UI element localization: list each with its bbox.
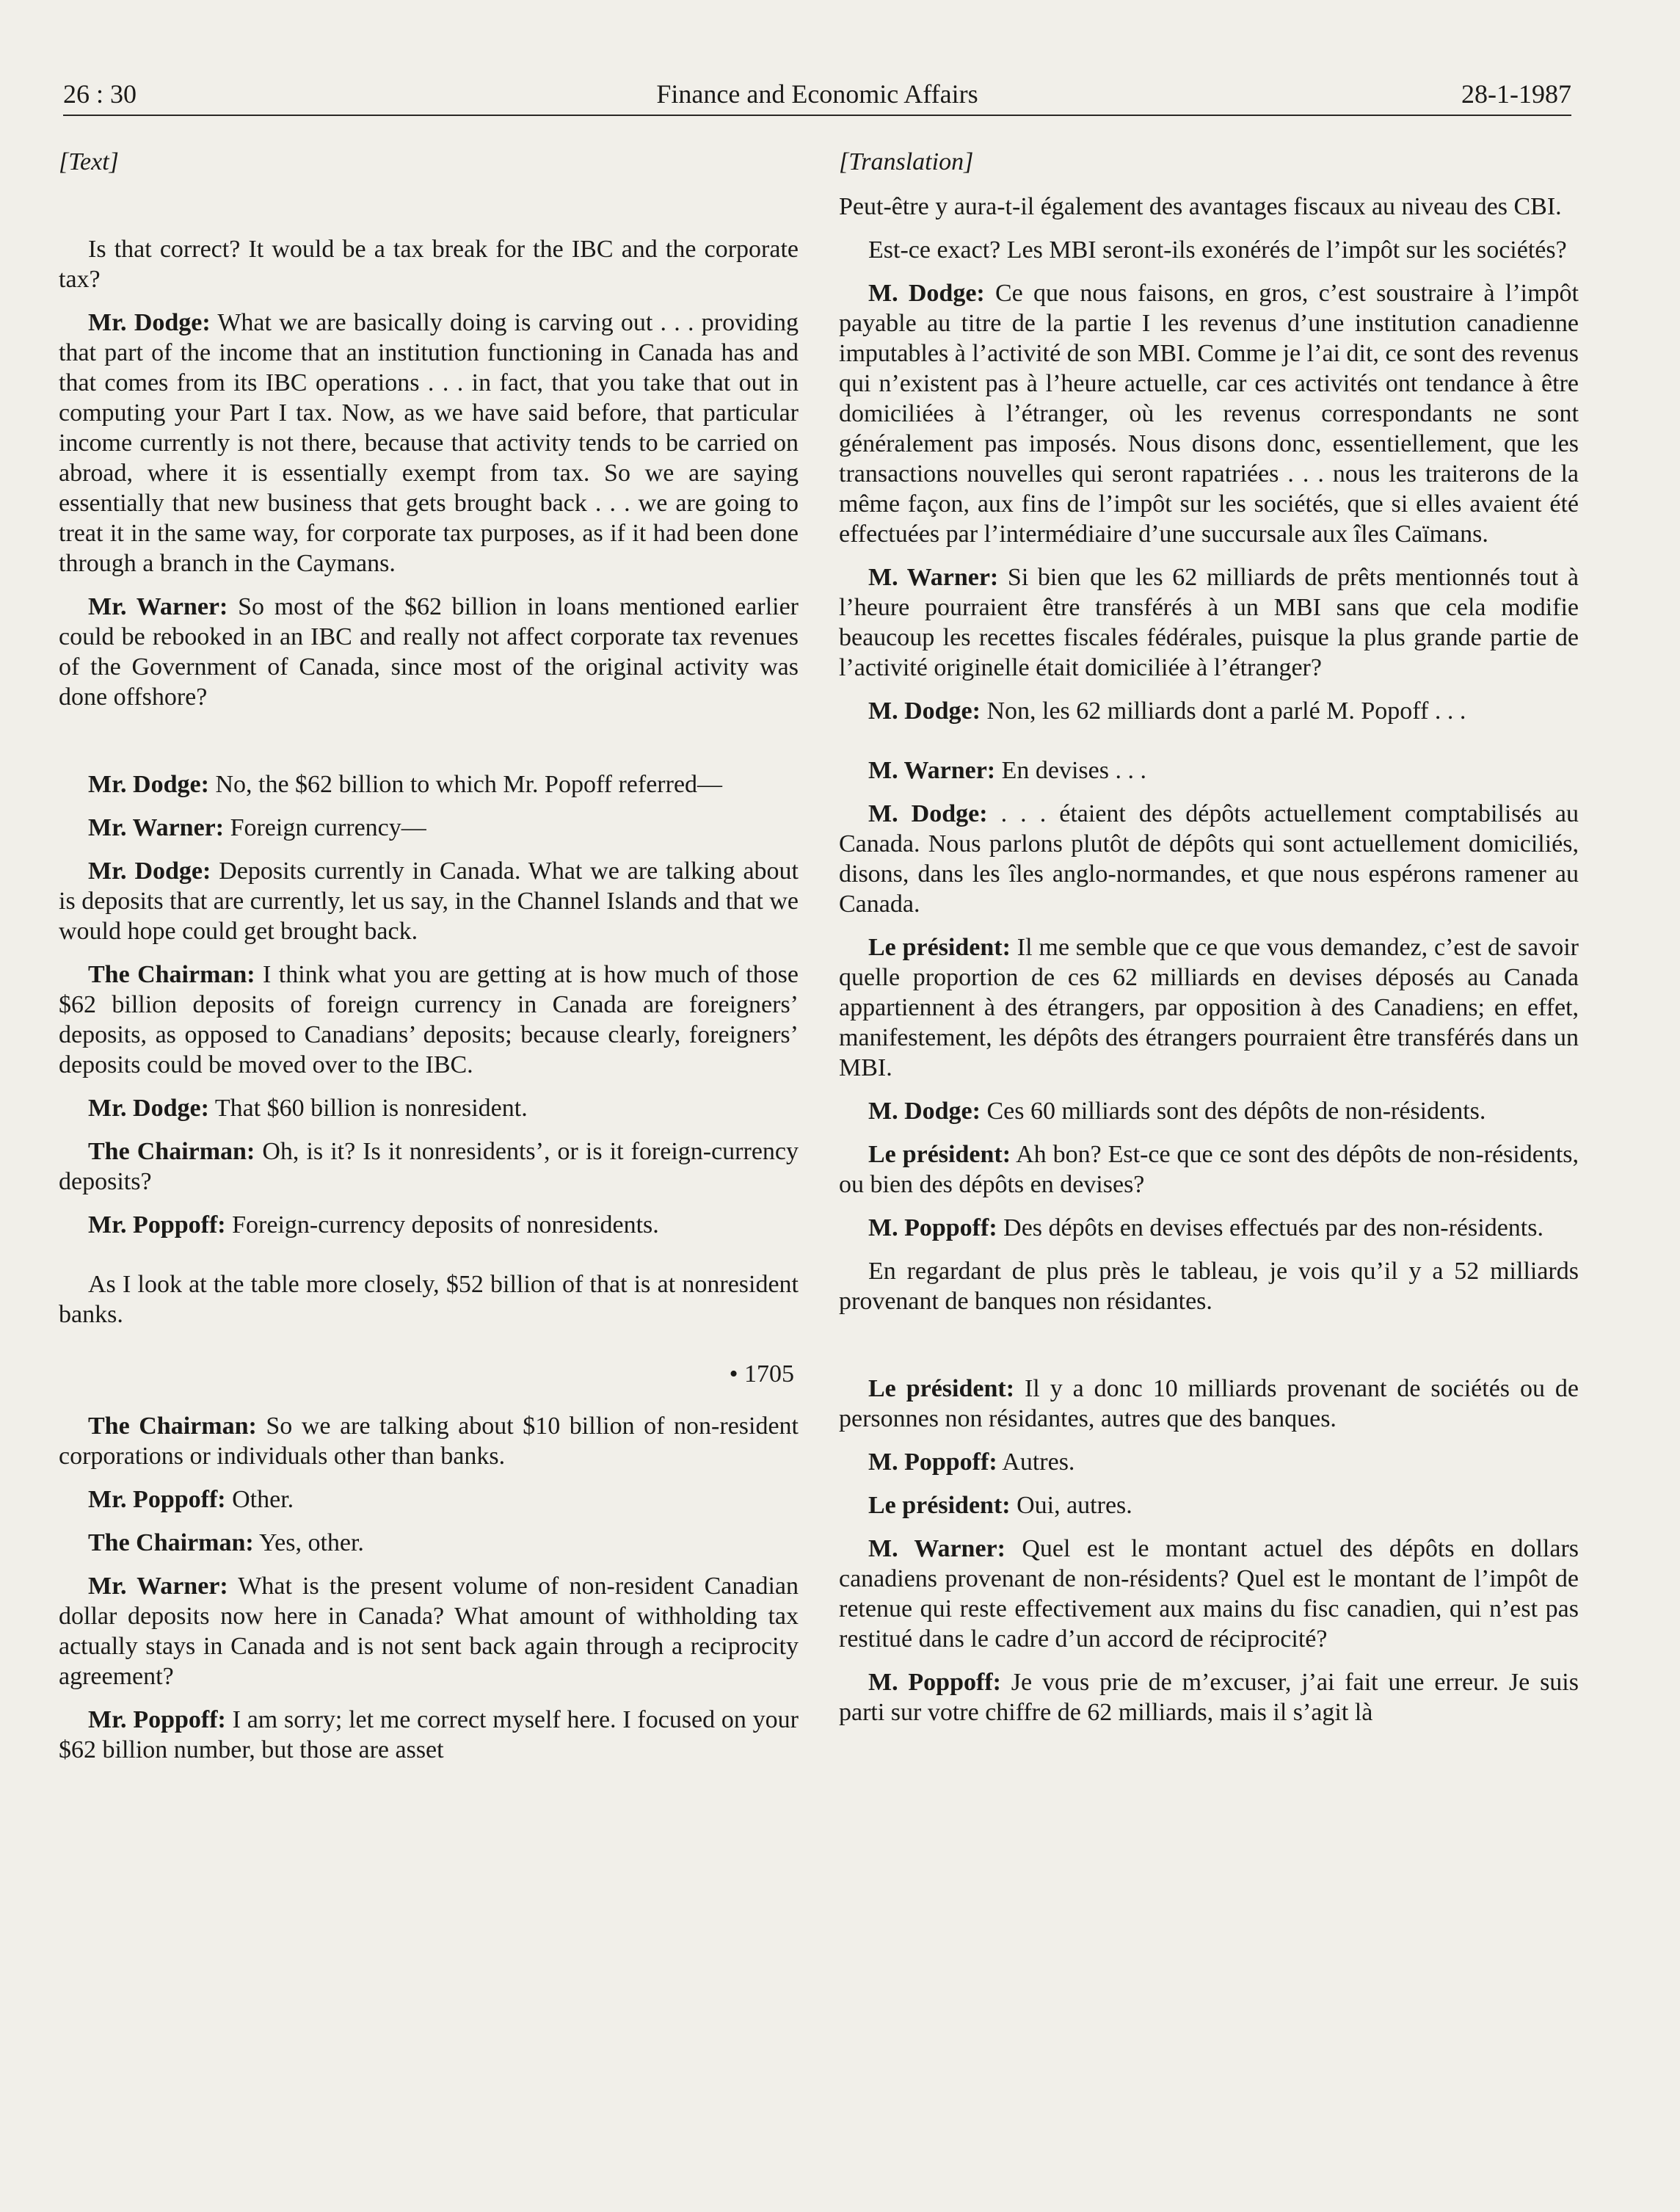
paragraph [59, 592, 799, 712]
paragraph [59, 234, 799, 294]
paragraph [839, 278, 1579, 549]
paragraph [59, 813, 799, 843]
paragraph-text: No, the $62 billion to which Mr. Popoff referred— [208, 771, 723, 798]
speaker-name: The Chairman: [88, 1138, 255, 1165]
paragraph-text: Is that correct? It would be a tax break for the IBC and the corporate tax? [59, 236, 799, 293]
french-column [839, 147, 1579, 1741]
paragraph-text: Deposits currently in Canada. What we are talking about is deposits that are currently, let us say, in the Channel Islands and that we would hope could get brought back. [59, 857, 799, 945]
speaker-name: Mr. Dodge: [88, 857, 211, 885]
speaker-name: Mr. Dodge: [88, 771, 209, 798]
paragraph [59, 856, 799, 946]
paragraph [59, 1093, 799, 1123]
paragraph [839, 1447, 1579, 1477]
paragraph [839, 1534, 1579, 1654]
speaker-name: M. Warner: [868, 757, 996, 784]
speaker-name: Le président: [868, 934, 1011, 961]
speaker-name: Mr. Dodge: [88, 309, 211, 336]
paragraph-text: En devises . . . [995, 757, 1146, 784]
paragraph [59, 1571, 799, 1691]
paragraph [59, 1705, 799, 1765]
paragraph [839, 1139, 1579, 1200]
paragraph [839, 1490, 1579, 1520]
paragraph-text: That $60 billion is nonresident. [208, 1095, 528, 1122]
paragraph-text: I think what you are getting at is how much of those $62 billion deposits of foreign currency in Canada are foreigners’ deposits, as opposed to Canadians’ deposits; because clearly, foreigners’ deposits could be moved over to the IBC. [59, 961, 799, 1078]
paragraph [839, 192, 1579, 222]
paragraph-text: What is the present volume of non-resident Canadian dollar deposits now here in Canada? What amount of withholding tax actually stays in Canada and is not sent back again through a reciprocity agreement? [59, 1573, 799, 1690]
paragraph-text: Oh, is it? Is it nonresidents’, or is it foreign-currency deposits? [59, 1138, 799, 1195]
speaker-name: Mr. Poppoff: [88, 1486, 226, 1513]
speaker-name: M. Dodge: [868, 800, 988, 827]
speaker-name: Mr. Poppoff: [88, 1211, 226, 1239]
paragraph [59, 769, 799, 799]
paragraph [59, 1411, 799, 1471]
speaker-name: The Chairman: [88, 1413, 257, 1440]
paragraph [839, 562, 1579, 683]
paragraph-text: Other. [225, 1486, 294, 1513]
running-header [63, 73, 1571, 115]
speaker-name: M. Poppoff: [868, 1214, 997, 1241]
page-number: 26 : 30 [63, 79, 137, 109]
time-marker: • 1705 [729, 1360, 794, 1388]
speaker-name: Le président: [868, 1375, 1015, 1402]
paragraph [839, 1256, 1579, 1316]
speaker-name: M. Poppoff: [868, 1669, 1001, 1696]
paragraph-text: So most of the $62 billion in loans mentioned earlier could be rebooked in an IBC and really not affect corporate tax revenues of the Government of Canada, since most of the original activity was done offshore? [59, 593, 799, 711]
paragraph-text: Si bien que les 62 milliards de prêts mentionnés tout à l’heure pourraient être transférés à un MBI sans que cela modifie beaucoup les recettes fiscales fédérales, puisque la plus grande partie de l’activité originelle était domiciliée à l’étranger? [839, 564, 1579, 681]
paragraph [839, 235, 1579, 265]
paragraph-text: Non, les 62 milliards dont a parlé M. Popoff . . . [980, 697, 1466, 725]
paragraph-text: Il me semble que ce que vous demandez, c’est de savoir quelle proportion de ces 62 milliards en devises déposés au Canada appartiennent à des étrangers, par opposition à des Canadiens; en effet, manifestement, les dépôts des étrangers pourraient être transférés dans un MBI. [839, 934, 1579, 1081]
paragraph [839, 696, 1579, 726]
header-rule [63, 115, 1571, 116]
paragraph [59, 1484, 799, 1515]
paragraph-text: Foreign-currency deposits of nonresidents. [225, 1211, 659, 1239]
paragraph-text: Ce que nous faisons, en gros, c’est soustraire à l’impôt payable au titre de la partie I les revenus d’une institution canadienne imputables à l’activité de son MBI. Comme je l’ai dit, ce sont des revenus qui n’existent pas à l’heure actuelle, car ces activités ont tendance à être domiciliées à l’étranger, où les revenus correspondants ne sont généralement pas imposés. Nous disons donc, essentiellement, que les transactions nouvelles qui seront rapatriées . . . nous les traiterons de la même façon, aux fins de l’impôt sur les sociétés, que si elles avaient été effectuées par l’intermédiaire d’une succursale aux îles Caïmans. [839, 280, 1579, 548]
paragraph [59, 1528, 799, 1558]
speaker-name: Mr. Dodge: [88, 1095, 209, 1122]
paragraph [59, 1136, 799, 1197]
english-column [59, 147, 799, 1778]
speaker-name: Le président: [868, 1492, 1011, 1519]
speaker-name: M. Warner: [868, 564, 999, 591]
paragraph-text: Il y a donc 10 milliards provenant de sociétés ou de personnes non résidantes, autres que des banques. [839, 1375, 1579, 1432]
paragraph-text: Ces 60 milliards sont des dépôts de non-résidents. [980, 1098, 1486, 1125]
paragraph [839, 1213, 1579, 1243]
paragraph-text: So we are talking about $10 billion of non-resident corporations or individuals other than banks. [59, 1413, 799, 1470]
session-date: 28-1-1987 [1461, 79, 1571, 109]
paragraph-text: Oui, autres. [1010, 1492, 1132, 1519]
paragraph [839, 755, 1579, 786]
paragraph-text: I am sorry; let me correct myself here. I focused on your $62 billion number, but those are asset [59, 1706, 799, 1763]
paragraph [839, 799, 1579, 919]
speaker-name: Mr. Warner: [88, 593, 228, 620]
speaker-name: Le président: [868, 1141, 1011, 1168]
paragraph [839, 932, 1579, 1083]
paragraph-text: Quel est le montant actuel des dépôts en dollars canadiens provenant de non-résidents? Quel est le montant de l’impôt de retenue qui reste effectivement aux mains du fisc canadien, qui n’est pas restitué dans le cadre d’un accord de réciprocité? [839, 1535, 1579, 1653]
paragraph [839, 1667, 1579, 1727]
speaker-name: M. Dodge: [868, 1098, 981, 1125]
paragraph [59, 1269, 799, 1330]
speaker-name: Mr. Warner: [88, 1573, 228, 1600]
publication-title: Finance and Economic Affairs [656, 79, 978, 109]
paragraph-text: Des dépôts en devises effectués par des non-résidents. [997, 1214, 1543, 1241]
paragraph-text: Yes, other. [253, 1529, 364, 1556]
speaker-name: M. Warner: [868, 1535, 1006, 1562]
speaker-name: The Chairman: [88, 961, 255, 988]
paragraph-text: Foreign currency— [224, 814, 426, 841]
paragraph-text: What we are basically doing is carving out . . . providing that part of the income that an institution functioning in Canada has and that comes from its IBC operations . . . in fact, that you take that out in computing your Part I tax. Now, as we have said before, that particular income currently is not there, because that activity tends to be carried on abroad, where it is essentially exempt from tax. So we are saying essentially that new business that gets brought back . . . we are going to treat it in the same way, for corporate tax purposes, as if it had been done through a branch in the Caymans. [59, 309, 799, 577]
paragraph-text: Est-ce exact? Les MBI seront-ils exonérés de l’impôt sur les sociétés? [868, 236, 1567, 264]
paragraph-text: Je vous prie de m’excuser, j’ai fait une erreur. Je suis parti sur votre chiffre de 62 milliards, mais il s’agit là [839, 1669, 1579, 1726]
paragraph-text: Ah bon? Est-ce que ce sont des dépôts de non-résidents, ou bien des dépôts en devises? [839, 1141, 1579, 1198]
paragraph [839, 1096, 1579, 1126]
speaker-name: M. Dodge: [868, 697, 981, 725]
speaker-name: Mr. Poppoff: [88, 1706, 226, 1733]
text-label: [Text] [59, 148, 119, 175]
paragraph-text: As I look at the table more closely, $52 billion of that is at nonresident banks. [59, 1271, 799, 1328]
speaker-name: Mr. Warner: [88, 814, 225, 841]
speaker-name: M. Dodge: [868, 280, 985, 307]
paragraph-text: En regardant de plus près le tableau, je vois qu’il y a 52 milliards provenant de banques non résidantes. [839, 1258, 1579, 1315]
paragraph-text: Peut-être y aura-t-il également des avantages fiscaux au niveau des CBI. [839, 193, 1562, 220]
paragraph [59, 308, 799, 579]
paragraph [59, 960, 799, 1080]
translation-label: [Translation] [839, 148, 974, 175]
paragraph [839, 1374, 1579, 1434]
paragraph [59, 1210, 799, 1240]
paragraph-text: Autres. [997, 1448, 1075, 1476]
paragraph-text: . . . étaient des dépôts actuellement comptabilisés au Canada. Nous parlons plutôt de dépôts qui sont actuellement domiciliés, disons, dans les îles anglo-normandes, et que nous espérons ramener au Canada. [839, 800, 1579, 918]
speaker-name: The Chairman: [88, 1529, 254, 1556]
speaker-name: M. Poppoff: [868, 1448, 997, 1476]
